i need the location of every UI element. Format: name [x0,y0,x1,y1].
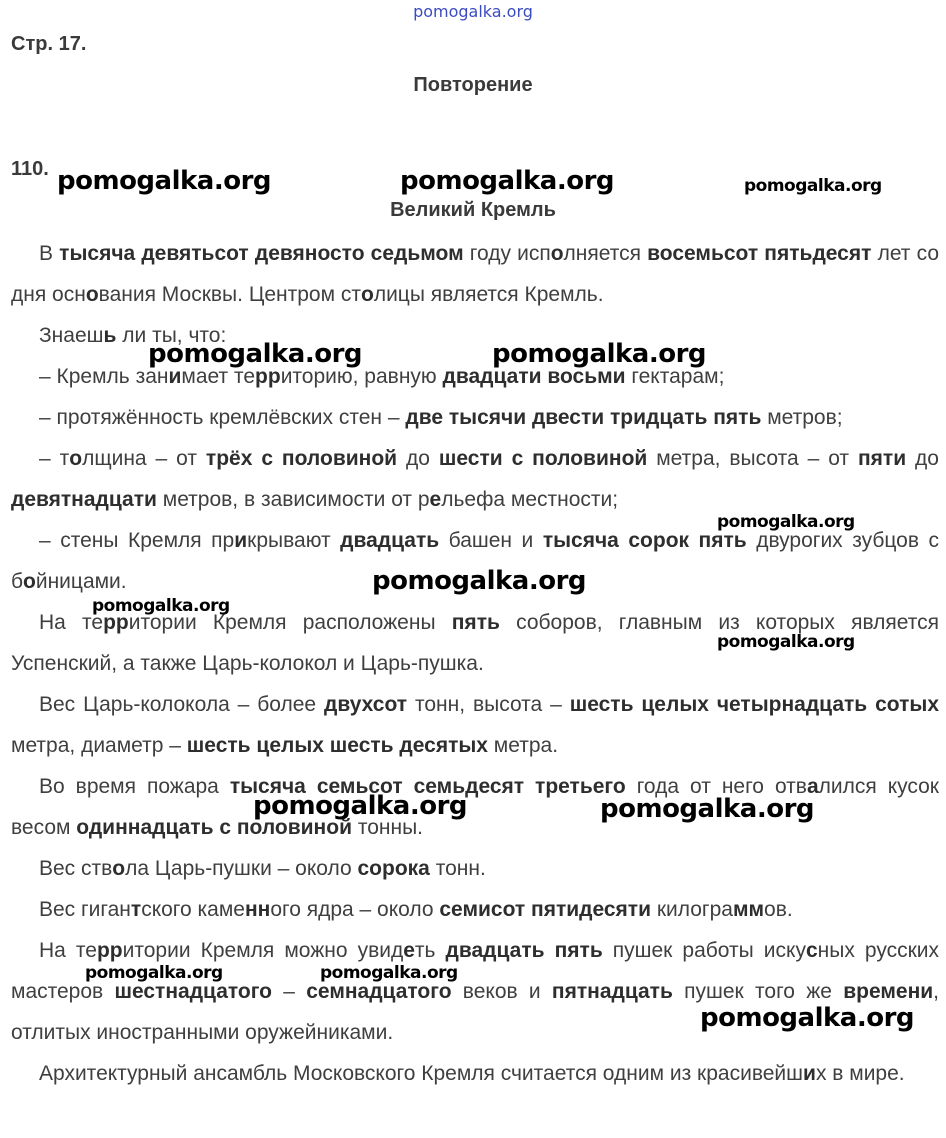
paragraph: Вес Царь-колокола – более двухсот тонн, высота – шесть целых четырнадцать сотых метра, диаметр – шесть целых шесть десятых метра. [11,693,939,757]
page-number: Стр. 17. [11,33,87,55]
paragraph: На территории Кремля расположены пять соборов, главным из которых является Успенский, а также Царь-колокол и Царь-пушка. [11,611,939,675]
watermark: pomogalka.org [600,794,815,824]
site-header-link[interactable]: pomogalka.org [413,2,533,21]
paragraph: Во время пожара тысяча семьсот семьдесят третьего года от него отвалился кусок весом одиннадцать с половиной тонны. [11,775,939,839]
paragraph: Вес ствола Царь-пушки – около сорока тонн. [39,857,486,880]
exercise-number: 110. [11,158,49,180]
paragraph: Архитектурный ансамбль Московского Кремля считается одним из красивейших в мире. [39,1062,905,1085]
watermark: pomogalka.org [320,963,458,983]
section-title: Повторение [413,74,533,96]
text-title: Великий Кремль [390,199,556,221]
watermark: pomogalka.org [253,791,468,821]
watermark: pomogalka.org [372,566,587,596]
paragraph: Знаешь ли ты, что: [39,324,227,347]
watermark: pomogalka.org [717,512,855,532]
watermark: pomogalka.org [92,596,230,616]
paragraph: – стены Кремля прикрывают двадцать башен и тысяча сорок пять двурогих зубцов с бойницами. [11,529,940,593]
watermark: pomogalka.org [400,166,615,196]
paragraph: В тысяча девятьсот девяносто седьмом году исполняется восемьсот пятьдесят лет со дня основания Москвы. Центром столицы является Кремль. [11,242,939,306]
watermark: pomogalka.org [717,632,855,652]
paragraph: – толщина – от трёх с половиной до шести с половиной метра, высота – от пяти до девятнадцати метров, в зависимости от рельефа местности; [11,447,939,511]
paragraph: – Кремль занимает территорию, равную двадцати восьми гектарам; [39,365,725,388]
watermark: pomogalka.org [57,166,272,196]
paragraph: На территории Кремля можно увидеть двадцать пять пушек работы искусных русских мастеров шестнадцатого – семнадцатого веков и пятнадцать пушек того же времени, отлитых иностранными оружейниками. [11,939,940,1044]
paragraph: – протяжённость кремлёвских стен – две тысячи двести тридцать пять метров; [39,406,843,429]
watermark: pomogalka.org [148,339,363,369]
watermark: pomogalka.org [744,176,882,196]
watermark: pomogalka.org [700,1003,915,1033]
watermark: pomogalka.org [492,339,707,369]
watermark: pomogalka.org [85,963,223,983]
paragraph: Вес гигантского каменного ядра – около семисот пятидесяти килограммов. [39,898,793,921]
